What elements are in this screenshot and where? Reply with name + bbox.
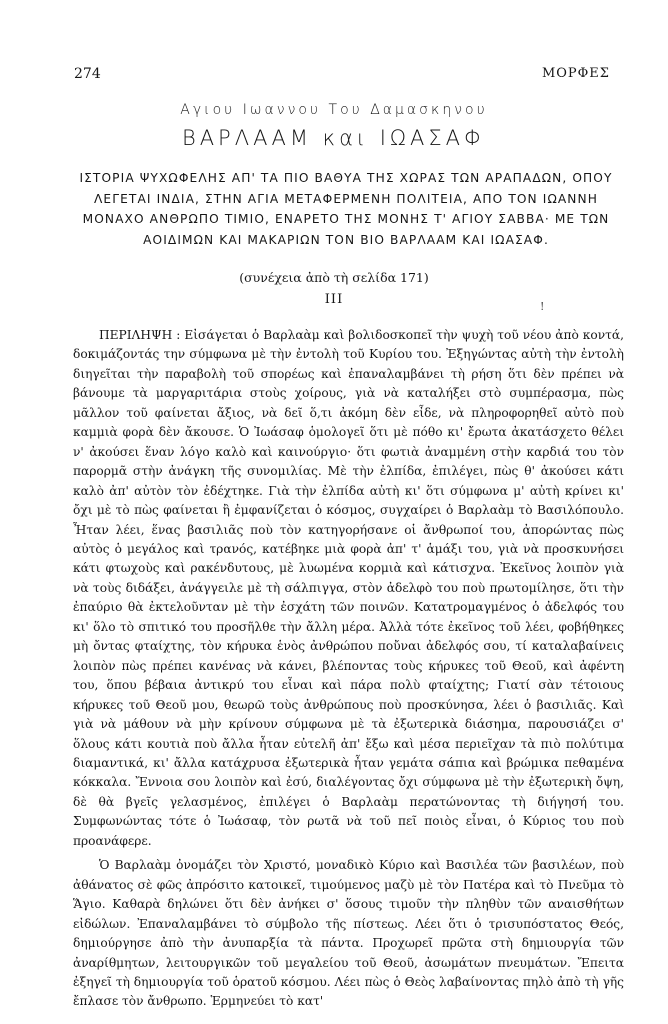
margin-mark: ! (540, 300, 545, 313)
work-subtitle: ΙΣΤΟΡΙΑ ΨΥΧΩΦΕΛΗΣ ΑΠ' ΤΑ ΠΙΟ ΒΑΘΥΑ ΤΗΣ ΧΩΡΑΣ ΤΩΝ ΑΡΑΠΑΔΩΝ, ΟΠΟΥ ΛΕΓΕΤΑΙ ΙΝΔΙΑ, ΣΤΗΝ ΑΓΙΑ ΜΕΤΑΦΕΡΜΕΝΗ ΠΟΛΙΤΕΙΑ, ΑΠΟ ΤΟΝ ΙΩΑΝΝΗ ΜΟΝΑΧΟ ΑΝΘΡΩΠΟ ΤΙΜΙΟ, ΕΝΑΡΕΤΟ ΤΗΣ ΜΟΝΗΣ Τ' ΑΓΙΟΥ ΣΑΒΒΑ· ΜΕ ΤΩΝ ΑΟΙΔΙΜΩΝ ΚΑΙ ΜΑΚΑΡΙΩΝ ΤΟΝ ΒΙΟ ΒΑΡΛΑΑΜ ΚΑΙ ΙΩΑΣΑΦ. (79, 171, 613, 247)
body-text (73, 326, 624, 1012)
section-number: III (324, 292, 344, 307)
continuation-note: (συνέχεια ἀπὸ τὴ σελίδα 171) (239, 270, 429, 285)
paragraph-summary: ΠΕΡΙΛΗΨΗ : Εἰσάγεται ὁ Βαρλαὰμ καὶ βολιδοσκοπεῖ τὴν ψυχὴ τοῦ νέου ἀπὸ κοντά, δοκιμάζοντάς την σύμφωνα μὲ τὴν ἐντολὴ τοῦ Κυρίου του. Ἐξηγώντας αὐτὴ τὴν ἐντολὴ διηγεῖται τὴν παραβολὴ τοῦ σπορέως καὶ ἐπαναλαμβάνει τὴ ρήση ὅτι δὲν πρέπει νὰ βάνουμε τὰ μαργαριτάρια στοὺς χοίρους, γιὰ νὰ καταλήξει στὸ συμπέρασμα, πὼς μᾶλλον τοῦ φαίνεται ἄξιος, νὰ δεῖ ὅ,τι ἀκόμη δὲν εἶδε, νὰ πληροφορηθεῖ αὐτὸ ποὺ καμμιὰ φορὰ δὲν ἄκουσε. Ὁ Ἰωάσαφ ὁμολογεῖ ὅτι μὲ πόθο κι' ἔρωτα ἀκατάσχετο θέλει ν' ἀκούσει ἕναν λόγο καλὸ καὶ καινούργιο· ὅτι φωτιὰ ἀναμμένη στὴν καρδιά του τὸν παρορμᾶ στὴν ἀνάγκη τῆς συνομιλίας. Μὲ τὴν ἐλπίδα, ἐπιλέγει, πὼς θ' ἀκούσει κάτι καλὸ ἀπ' αὐτὸν τὸν ἐδέχτηκε. Γιὰ τὴν ἐλπίδα αὐτὴ κι' ὅτι σύμφωνα μ' αὐτὴ κρίνει κι' ὄχι μὲ τὸ πὼς φαίνεται ἢ ἐμφανίζεται ὁ κόσμος, συγχαίρει ὁ Βαρλαὰμ τὸ Βασιλόπουλο. Ἦταν λέει, ἕνας βασιλιᾶς ποὺ τὸν κατηγορήσανε οἱ ἄνθρωποί του, ἀπορώντας πὼς αὐτὸς ὁ μεγάλος καὶ τρανός, κατέβηκε μιὰ φορὰ ἀπ' τ' ἁμάξι του, γιὰ νὰ προσκυνήσει κάτι φτωχοὺς καὶ ρακένδυτους, μὲ λυωμένα κορμιὰ καὶ κάτισχνα. Ἐκεῖνος λοιπὸν γιὰ νὰ τοὺς διδάξει, ἀνάγγειλε μὲ τὴ σάλπιγγα, στὸν ἀδελφὸ του ποὺ πρωτομίλησε, ὅτι τὴν ἐπαύριο θὰ ἐκτελοῦνταν μὲ τὴν ἐσχάτη τῶν ποινῶν. Κατατρομαγμένος ὁ ἀδελφός του κι' ὅλο τὸ σπιτικό του προσῆλθε τὴν ἄλλη μέρα. Ἀλλὰ τότε ἐκεῖνος τοῦ λέει, φοβήθηκες μὴ ὄντας φταίχτης, τὸν κήρυκα ἑνὸς ἀνθρώπου ποὔναι ἀδελφός σου, τί καταλαβαίνεις λοιπὸν πὼς πρέπει κανένας νὰ κάνει, βλέποντας τοὺς κήρυκες τοῦ Θεοῦ, καὶ ἀφέντη του, ὅπου βέβαια ἀντικρύ του εἶναι καὶ πάρα πολὺ φταίχτης; Γιατί σὰν τέτοιους κήρυκες τοῦ Θεοῦ μου, θεωρῶ τοὺς ἀνθρώπους ποὺ προσκύνησα, λέει ὁ βασιλιᾶς. Καὶ γιὰ νὰ μάθουν νὰ μὴν κρίνουν σύμφωνα μὲ τὰ ἐξωτερικὰ διάσημα, παρουσιάζει σ' ὅλους κάτι κουτιὰ ποὺ ἄλλα ἦταν εὐτελῆ ἀπ' ἔξω καὶ μέσα περιεῖχαν τὰ πιὸ πολύτιμα διαμαντικά, κι' ἄλλα κατάχρυσα ἐξωτερικὰ ἦταν γεμάτα σάπια καὶ βρώμικα πεθαμένα κόκκαλα. Ἔννοια σου λοιπὸν καὶ ἐσύ, διαλέγοντας ὄχι σύμφωνα μὲ τὴν ἐξωτερικὴ ὄψη, δὲ θὰ βγεῖς γελασμένος, ἐπιλέγει ὁ Βαρλαὰμ περατώνοντας τὴ διήγησή του. Συμφωνώντας τότε ὁ Ἰωάσαφ, τὸν ρωτᾶ νὰ τοῦ πεῖ ποιὸς εἶναι, ὁ Κύριος του ποὺ προανάφερε. (73, 328, 624, 848)
journal-title: ΜΟΡΦΕΣ (541, 66, 610, 81)
running-header (74, 66, 610, 86)
author-heading: Αγιου Ιωαννου Του Δαμασκηνου (180, 102, 488, 118)
work-title: ΒΑΡΛΑΑΜ και ΙΩΑΣΑΦ (181, 126, 487, 150)
page-number: 274 (74, 66, 101, 82)
paragraph-barlaam: Ὁ Βαρλαὰμ ὀνομάζει τὸν Χριστό, μοναδικὸ Κύριο καὶ Βασιλέα τῶν βασιλέων, ποὺ ἀθάνατος σὲ φῶς ἀπρόσιτο κατοικεῖ, τιμούμενος μαζὺ μὲ τὸν Πατέρα καὶ τὸ Πνεῦμα τὸ Ἅγιο. Καθαρὰ δηλώνει ὅτι δὲν ἀνήκει σ' ὅσους τιμοῦν τὴν πληθὺν τῶν αναισθήτων εἰδώλων. Ἐπαναλαμβάνει τὸ σύμβολο τῆς πίστεως. Λέει ὅτι ὁ τρισυπόστατος Θεός, δημιούργησε ἀπὸ τὴν ἀνυπαρξία τὰ πάντα. Προχωρεῖ πρῶτα στὴ δημιουργία τῶν ἀναρίθμητων, λειτουργικῶν τοῦ μεγαλείου τοῦ Θεοῦ, ἀσωμάτων πνευμάτων. Ἔπειτα ἐξηγεῖ τὴ δημιουργία τοῦ ὁρατοῦ κόσμου. Λέει πὼς ὁ Θεὸς λαβαίνοντας πηλὸ ἀπὸ τὴ γῆς ἔπλασε τὸν ἄνθρωπο. Ἑρμηνεύει τὸ κατ' (73, 858, 624, 1009)
